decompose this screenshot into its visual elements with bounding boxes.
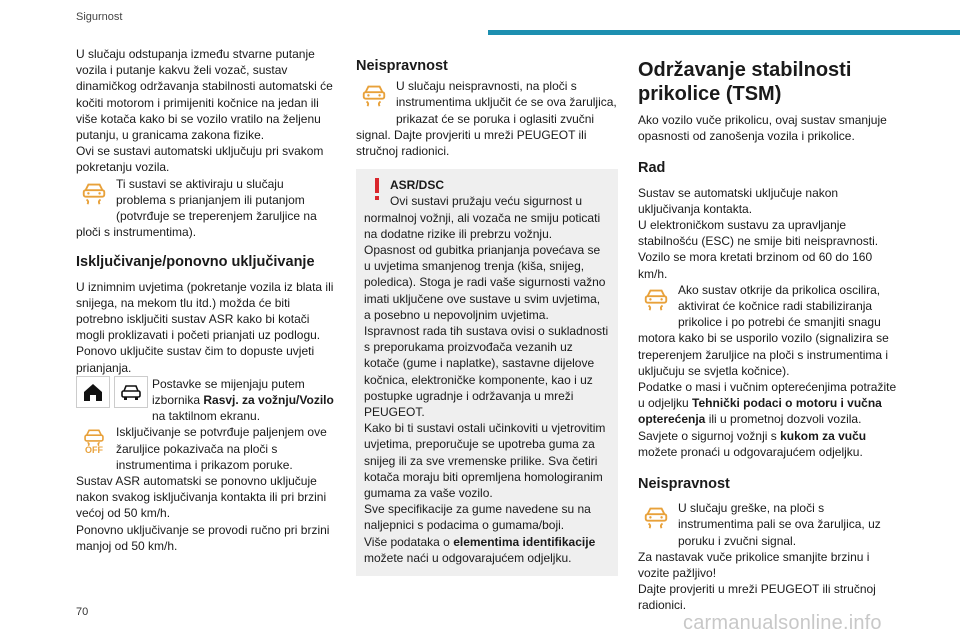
column-right (638, 58, 900, 614)
settings-text-c: na taktilnom ekranu. (152, 409, 261, 424)
operation-paragraph-2: U elektroničkom sustavu za upravljanje stabilnošću (ESC) ne smije biti neispravnosti. (638, 218, 879, 249)
heading-disable-enable: Isključivanje/ponovno uključivanje (76, 254, 315, 271)
warning-title: ASR/DSC (390, 178, 445, 193)
warning-box (356, 169, 618, 576)
car-icon (114, 376, 148, 408)
tsm-title: Održavanje stabilnosti prikolice (TSM) (638, 59, 852, 105)
manual-paragraph: Ponovno uključivanje se provodi ručno pri brzini manjoj od 50 km/h. (76, 522, 330, 553)
skidding-car-warning-icon (76, 176, 112, 208)
fault-text: U slučaju neispravnosti, na ploči s instrumentima uključit će se ova žaruljica, prikazat će se poruka i oglasiti zvučni signal. Dajte provjeriti u mreži PEUGEOT ili stručnoj radionici. (356, 79, 617, 159)
tsm-intro: Ako vozilo vuče prikolicu, ovaj sustav smanjuje opasnosti od zanošenja vozila i prikolice. (638, 113, 887, 144)
tsm-fault-note (638, 500, 900, 549)
lamp-note-text: Ti sustavi se aktiviraju u slučaju problema s prianjanjem ili putanjom (potvrđuje se treperenjem žaruljice na ploči s instrumentima). (76, 176, 317, 240)
mass-c: ili u prometnoj dozvoli vozila. (705, 412, 862, 427)
skidding-car-warning-icon (638, 282, 674, 314)
warning-p6-c: možete naći u odgovarajućem odjeljku. (364, 550, 572, 565)
operation-paragraph-1: Sustav se automatski uključuje nakon uključivanja kontakta. (638, 185, 839, 216)
home-icon (76, 376, 110, 408)
warning-paragraph-2: Opasnost od gubitka prianjanja povećava se u uvjetima smanjenog trenja (kiša, snijeg, poledica). Stoga je radi vaše sigurnosti važno imati uključene ove sustave u svim uvjetima, a posebno u nepovoljnim uvjetima. (364, 243, 606, 322)
skidding-car-warning-icon (638, 500, 674, 532)
safe-paragraph (638, 428, 900, 460)
off-lamp-text: Isključivanje se potvrđuje paljenjem ove žaruljice pokazivača na ploči s instrumentima i prikazom poruke. (116, 425, 327, 472)
warning-p6-a: Više podataka o (364, 534, 454, 549)
warning-paragraph-6 (364, 534, 610, 566)
page-number: 70 (76, 606, 89, 618)
lamp-note (76, 176, 334, 241)
warning-p6-bold: elementima identifikacije (453, 534, 596, 549)
mass-bold: Tehnički podaci o motoru i vučna opterećenja (638, 396, 882, 427)
intro-paragraph: U slučaju odstupanja između stvarne putanje vozila i putanje kakvu želi vozač, sustav dinamičkog održavanja stabilnosti automatski će kočiti motorom i primijeniti kočnice na jedan ili više kotača kako bi se vozilo vratilo na željenu putanju, u granicama zakona fizike. (76, 47, 333, 143)
warning-paragraph-1: Ovi sustavi pružaju veću sigurnost u normalnoj vožnji, ali vozača ne smiju poticati na dodatne rizike ili prebrzu vožnju. (364, 194, 601, 241)
tsm-fault-text: U slučaju greške, na ploči s instrumentima pali se ova žaruljica, uz poruku i zvučni signal. (678, 501, 881, 548)
skidding-car-warning-icon (356, 78, 392, 110)
skidding-car-off-icon (76, 424, 112, 456)
exclamation-warning-icon (364, 177, 390, 207)
heading-fault: Neispravnost (356, 58, 448, 74)
tsm-fault-paragraph-3: Dajte provjeriti u mreži PEUGEOT ili stručnoj radionici. (638, 582, 876, 613)
disable-body: U iznimnim uvjetima (pokretanje vozila iz blata ili snijega, na mekom tlu itd.) možda će biti potrebno isključiti sustav ASR kako bi kotači mogli proklizavati i početi prianjati uz podlogu. Ponovo uključite sustav čim to dopuste uvjeti prianjanja. (76, 279, 334, 375)
settings-note (76, 376, 334, 425)
fault-note (356, 78, 618, 159)
tsm-fault-paragraph-2: Za nastavak vuče prikolice smanjite brzinu i vozite pažljivo! (638, 549, 870, 581)
safe-bold: kukom za vuču (780, 428, 867, 443)
heading-fault-tsm: Neispravnost (638, 476, 730, 493)
off-lamp-note (76, 424, 334, 473)
tsm-lamp-text: Ako sustav otkrije da prikolica oscilira, aktivirat će kočnice radi stabiliziranja prikolice i po potrebi će smanjiti snagu motora kako bi se usporilo vozilo (signalizira se treperenjem žaruljice na ploči s instrumentima i uključuju se svjetla kočnice). (638, 282, 889, 378)
safe-c: možete pronaći u odgovarajućem odjeljku. (638, 444, 863, 459)
mass-a: Podatke o masi i vučnim opterećenjima potražite u odjeljku (638, 380, 897, 411)
settings-menu-name: Rasvj. za vožnju/Vozilo (203, 393, 334, 408)
watermark: carmanualsonline.info (683, 612, 882, 634)
off-label: OFF (85, 444, 103, 455)
safe-a: Savjete o sigurnoj vožnji s (638, 428, 781, 443)
reactivate-paragraph: Sustav ASR automatski se ponovno uključuje nakon svakog isključivanja kontakta ili pri brzini većoj od 50 km/h. (76, 474, 327, 521)
column-middle (356, 58, 618, 576)
section-header: Sigurnost (76, 11, 123, 23)
settings-text-a: Postavke se mijenjaju putem izbornika (152, 376, 305, 408)
intro-paragraph-2: Ovi se sustavi automatski uključuju pri svakom pokretanju vozila. (76, 144, 324, 175)
warning-paragraph-4: Kako bi ti sustavi ostali učinkoviti u vjetrovitim uvjetima, preporučuje se upotreba guma za snijeg ili za sve vremenske prilike. Sva četiri kotača moraju biti opremljena homologiranim gumama za vaše vozilo. (364, 421, 606, 501)
warning-paragraph-5: Sve specifikacije za gume navedene su na naljepnici s podacima o gumama/boji. (364, 502, 591, 533)
warning-paragraph-3: Ispravnost rada tih sustava ovisi o sukladnosti s preporukama proizvođača vezanih uz kotače (gume i naplatke), sastavne dijelove kočnica, elektroničke komponente, kao i uz postupke ugradnje i održavanja u mreži PEUGEOT. (364, 324, 609, 420)
header-accent-bar (488, 30, 960, 35)
tsm-lamp-note (638, 282, 900, 379)
column-left (76, 46, 334, 554)
heading-operation: Rad (638, 160, 666, 177)
mass-paragraph (638, 379, 900, 428)
operation-paragraph-3: Vozilo se mora kretati brzinom od 60 do 160 km/h. (638, 250, 873, 281)
